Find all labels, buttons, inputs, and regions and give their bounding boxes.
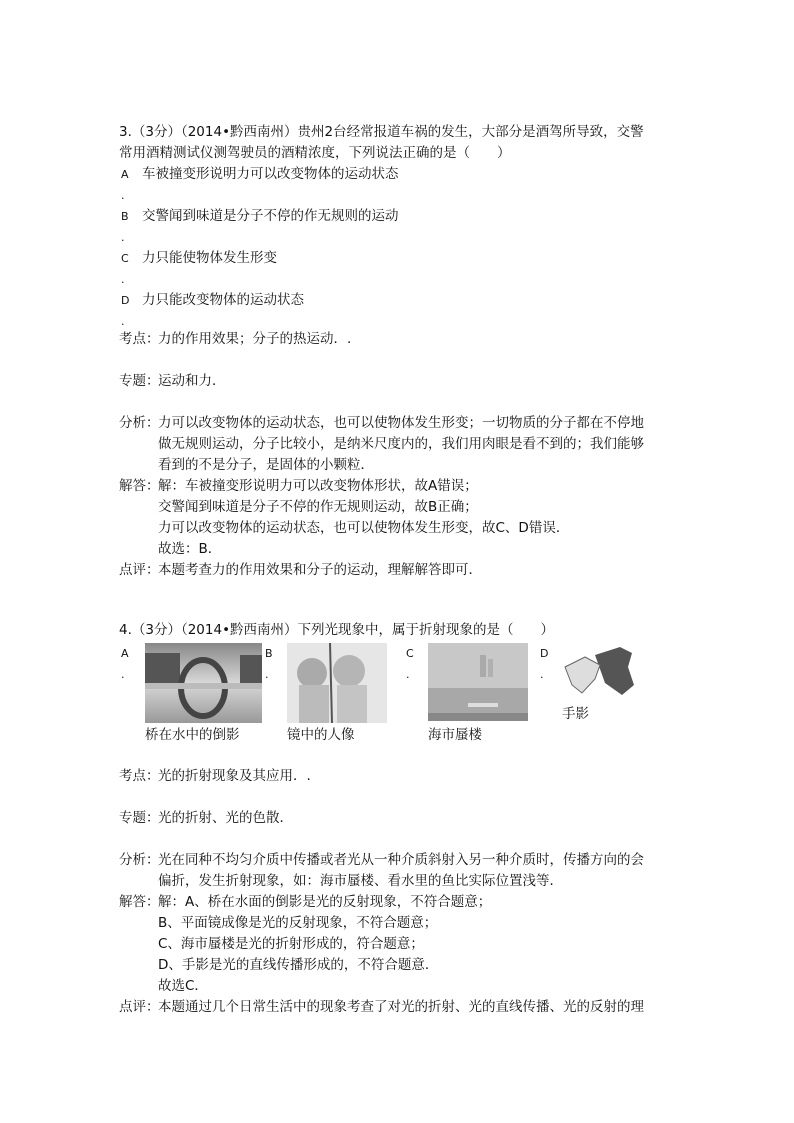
q4-option-c-dot: .	[406, 668, 410, 681]
q4-option-d-caption: 手影	[562, 706, 589, 722]
q4-option-d-dot: .	[540, 668, 544, 681]
q3-kaodian: 力的作用效果；分子的热运动．.	[158, 331, 352, 347]
q4-kaodian-label: 考点：	[119, 768, 160, 784]
q3-zhuanti-label: 专题：	[119, 373, 160, 389]
q3-option-b-dot: .	[121, 231, 125, 244]
q4-fenxi-label: 分析：	[119, 852, 160, 868]
q4-kaodian: 光的折射现象及其应用．.	[158, 768, 311, 784]
q3-option-c-text: 力只能使物体发生形变	[142, 250, 277, 266]
q3-stem-line-1: 3.（3分）（2014•黔西南州）贵州2台经常报道车祸的发生，大部分是酒驾所导致，交警	[119, 124, 644, 140]
q4-jieda-line: 解：A、桥在水面的倒影是光的反射现象，不符合题意；	[158, 894, 492, 910]
q3-option-a-text: 车被撞变形说明力可以改变物体的运动状态	[142, 166, 399, 182]
q3-option-d-text: 力只能改变物体的运动状态	[142, 292, 304, 308]
q4-fenxi-line: 光在同种不均匀介质中传播或者光从一种介质斜射入另一种介质时，传播方向的会	[158, 852, 644, 868]
q4-option-a-caption: 桥在水中的倒影	[145, 727, 240, 743]
q4-jieda-label: 解答：	[119, 894, 160, 910]
q3-jieda-line: 解：车被撞变形说明力可以改变物体形状，故A错误；	[158, 478, 478, 494]
q3-stem-line-2: 常用酒精测试仪测驾驶员的酒精浓度，下列说法正确的是（ ）	[119, 145, 511, 161]
q3-jieda-label: 解答：	[119, 478, 160, 494]
baby-mirror-image	[287, 643, 387, 723]
q4-option-c-caption: 海市蜃楼	[428, 727, 482, 743]
q3-dianping-label: 点评：	[119, 562, 160, 578]
q4-zhuanti: 光的折射、光的色散．	[158, 810, 293, 826]
q4-fenxi-line: 偏折，发生折射现象，如：海市蜃楼、看水里的鱼比实际位置浅等．	[158, 873, 563, 889]
q3-option-b-text: 交警闻到味道是分子不停的作无规则的运动	[142, 208, 399, 224]
q3-jieda-line: 力可以改变物体的运动状态，也可以使物体发生形变，故C、D错误．	[158, 520, 570, 536]
q3-jieda-line: 故选：B．	[158, 541, 222, 557]
q4-zhuanti-label: 专题：	[119, 810, 160, 826]
q3-option-c-letter: C	[121, 252, 129, 265]
q3-kaodian-label: 考点：	[119, 331, 160, 347]
q3-fenxi-line: 看到的不是分子，是固体的小颗粒．	[158, 457, 374, 473]
bridge-reflection-image	[145, 643, 262, 723]
q3-option-c-dot: .	[121, 273, 125, 286]
q4-dianping: 本题通过几个日常生活中的现象考查了对光的折射、光的直线传播、光的反射的理	[158, 999, 644, 1015]
q4-option-b-caption: 镜中的人像	[287, 727, 355, 743]
q4-option-b-letter: B	[265, 647, 273, 660]
q4-option-c-letter: C	[406, 647, 414, 660]
q4-option-d-letter: D	[540, 647, 549, 660]
hand-shadow-image	[560, 645, 635, 703]
q3-option-d-letter: D	[121, 294, 130, 307]
q3-option-b-letter: B	[121, 210, 129, 223]
q3-option-a-letter: A	[121, 168, 129, 181]
q4-option-b-dot: .	[265, 668, 269, 681]
q4-stem: 4.（3分）（2014•黔西南州）下列光现象中，属于折射现象的是（ ）	[119, 622, 555, 638]
q4-jieda-line: D、手影是光的直线传播形成的，不符合题意．	[158, 957, 439, 973]
mirage-image	[428, 643, 528, 721]
q3-fenxi-label: 分析：	[119, 415, 160, 431]
q3-dianping: 本题考查力的作用效果和分子的运动，理解解答即可．	[158, 562, 482, 578]
q3-option-d-dot: .	[121, 315, 125, 328]
q4-option-a-dot: .	[121, 668, 125, 681]
q3-jieda-line: 交警闻到味道是分子不停的作无规则运动，故B正确；	[158, 499, 478, 515]
q4-jieda-line: C、海市蜃楼是光的折射形成的，符合题意；	[158, 936, 424, 952]
q4-jieda-line: 故选C．	[158, 978, 208, 994]
q3-option-a-dot: .	[121, 189, 125, 202]
q3-zhuanti: 运动和力．	[158, 373, 226, 389]
q3-fenxi-line: 力可以改变物体的运动状态，也可以使物体发生形变；一切物质的分子都在不停地	[158, 415, 644, 431]
q4-dianping-label: 点评：	[119, 999, 160, 1015]
q3-fenxi-line: 做无规则运动，分子比较小，是纳米尺度内的，我们用肉眼是看不到的；我们能够	[158, 436, 644, 452]
q4-option-a-letter: A	[121, 647, 129, 660]
q4-jieda-line: B、平面镜成像是光的反射现象，不符合题意；	[158, 915, 438, 931]
